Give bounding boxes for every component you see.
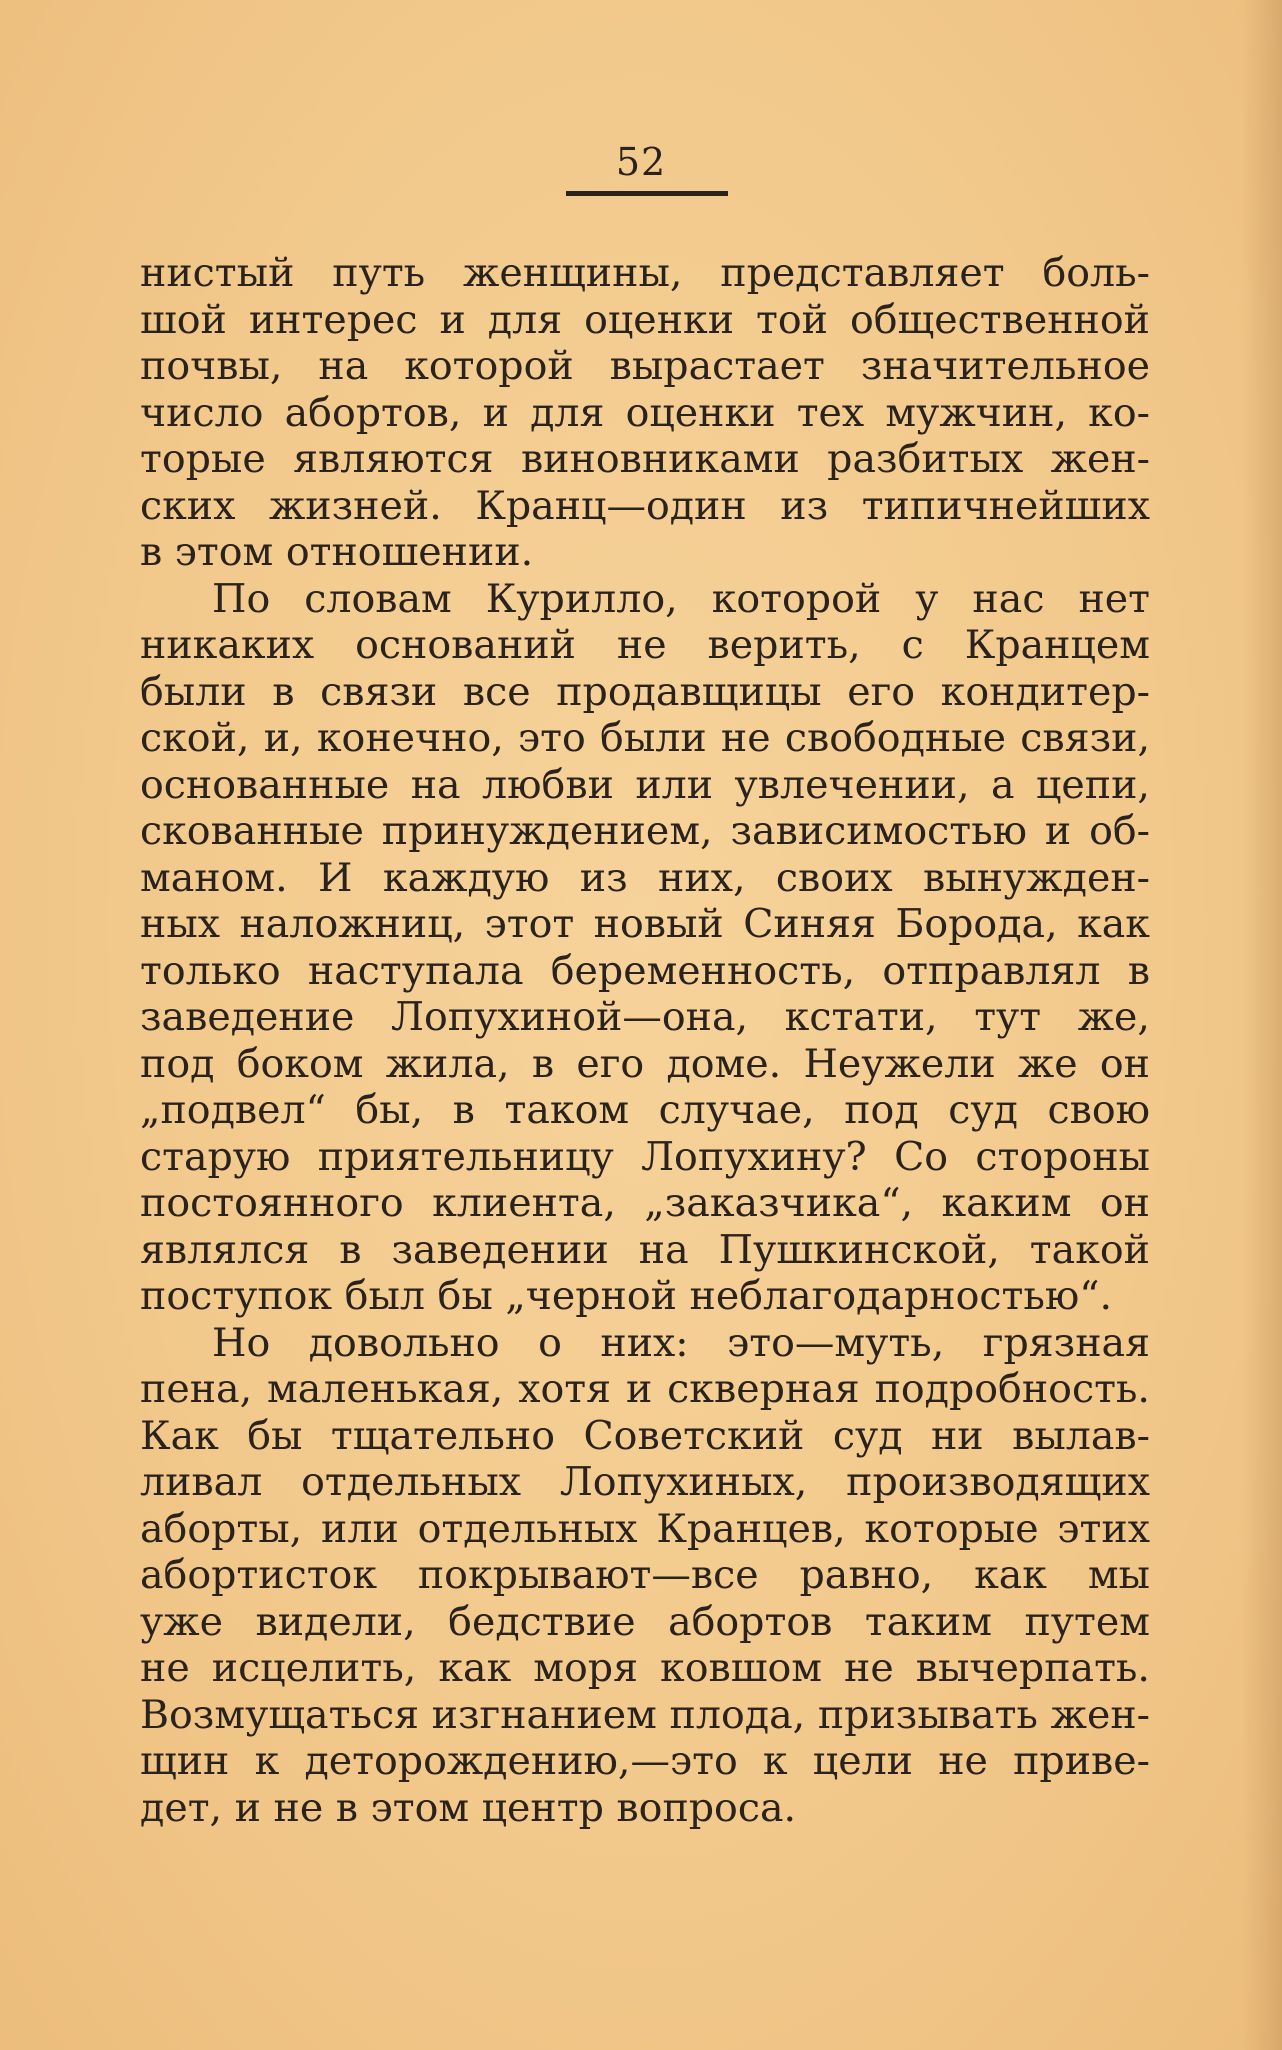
text-line: По словам Курилло, которой у нас нет — [212, 575, 1150, 622]
text-line: ской, и, конечно, это были не свободные связи, — [140, 715, 1150, 761]
text-line: пена, маленькая, хотя и скверная подробность. — [140, 1366, 1150, 1412]
text-line: старую приятельницу Лопухину? Со стороны — [140, 1133, 1150, 1180]
paragraph — [140, 576, 1150, 1320]
text-line: скованные принуждением, зависимостью и об- — [140, 808, 1150, 854]
text-line: основанные на любви или увлечении, а цепи, — [140, 761, 1150, 808]
text-line: ливал отдельных Лопухиных, производящих — [140, 1459, 1150, 1505]
text-line: Но довольно о них: это—муть, грязная — [212, 1319, 1150, 1366]
page-number: 52 — [615, 140, 667, 184]
text-line: постоянного клиента, „заказчика“, каким он — [140, 1180, 1150, 1226]
text-line: ных наложниц, этот новый Синяя Борода, как — [140, 901, 1150, 947]
text-line: аборты, или отдельных Кранцев, которые этих — [140, 1505, 1150, 1552]
text-line: Возмущаться изгнанием плода, призывать жен- — [140, 1691, 1150, 1738]
text-line: в этом отношении. — [140, 529, 534, 575]
page-edge-shadow — [1242, 0, 1282, 2050]
paragraph — [140, 1320, 1150, 1832]
text-line: нистый путь женщины, представляет боль- — [140, 250, 1150, 296]
text-line: Как бы тщательно Советский суд ни вылав- — [140, 1412, 1150, 1459]
text-line: уже видели, бедствие абортов таким путем — [140, 1598, 1150, 1645]
text-line: являлся в заведении на Пушкинской, такой — [140, 1226, 1150, 1273]
text-line: ских жизней. Кранц—один из типичнейших — [140, 482, 1150, 529]
text-line: число абортов, и для оценки тех мужчин, ко- — [140, 389, 1150, 436]
paragraph — [140, 250, 1150, 576]
text-line: никаких оснований не верить, с Кранцем — [140, 622, 1150, 668]
body-text — [140, 250, 1150, 1831]
header-rule — [566, 191, 728, 196]
text-line: заведение Лопухиной—она, кстати, тут же, — [140, 994, 1150, 1040]
text-line: абортисток покрывают—все равно, как мы — [140, 1552, 1150, 1598]
text-line: только наступала беременность, отправлял в — [140, 947, 1150, 994]
text-line: под боком жила, в его доме. Неужели же он — [140, 1040, 1150, 1087]
text-line: щин к деторождению,—это к цели не приве- — [140, 1738, 1150, 1784]
text-line: почвы, на которой вырастает значительное — [140, 343, 1150, 389]
text-line: были в связи все продавщицы его кондитер- — [140, 668, 1150, 715]
text-line: дет, и не в этом центр вопроса. — [140, 1784, 797, 1831]
text-line: не исцелить, как моря ковшом не вычерпать. — [140, 1645, 1150, 1691]
text-line: торые являются виновниками разбитых жен- — [140, 436, 1150, 482]
text-line: маном. И каждую из них, своих вынужден- — [140, 854, 1150, 901]
text-line: „подвел“ бы, в таком случае, под суд свою — [140, 1087, 1150, 1133]
text-line: шой интерес и для оценки той общественной — [140, 296, 1150, 343]
text-line: поступок был бы „черной неблагодарностью“. — [140, 1273, 1113, 1319]
